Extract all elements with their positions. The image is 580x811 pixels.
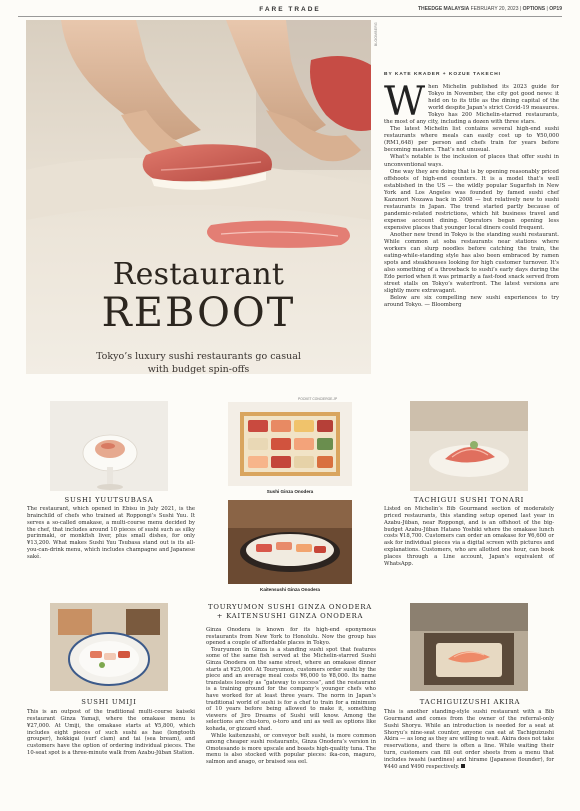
article-body (384, 79, 559, 310)
deck (26, 350, 371, 374)
header-separator: | (546, 6, 548, 12)
restaurant-body-akira (384, 709, 554, 771)
department-name: OPTIONS (522, 6, 546, 12)
body-paragraph: While kaitenzushi, or conveyor belt sushi, is more common among cheaper sushi restaurants, Ginza Onodera’s version in Omotesando is more upscale and boasts high-quality tuna. The menu is also stocked with popular pieces: ika-con, maguro, salmon and anago, or braised sea eel. (206, 732, 376, 765)
photo-yuutsubasa (50, 401, 168, 491)
page-number: OP19 (549, 6, 562, 12)
photo-umiji (50, 603, 168, 691)
publication-name: THEEDGE MALAYSIA (417, 6, 470, 12)
byline: BY KATE KRADER + KOZUE TAKECHI (384, 72, 502, 77)
article-paragraph: One way they are doing that is by opening reasonably priced offshoots of high-end counters. It is a model that’s well established in the US — the wildly popular Sugarfish in New York and Los Angeles was founded by famed sushi chef Kazunori Nozawa back in 2008 — but relatively new to sushi restaurants in Japan. The trend started partly because of pandemic-related restrictions, which hit business travel and expense account dining. Operators began opening less expensive places that younger local diners could frequent. (384, 168, 559, 231)
restaurant-body-touryumon (206, 627, 376, 765)
article-paragraph: The latest Michelin list contains several high-end sushi restaurants where meals can easily cost up to ¥50,000 (RM1,648) per person and chefs train for years before becoming masters. That’s not unusual. (384, 126, 559, 154)
hero-photo-credit: BLOOMBERG (374, 22, 378, 47)
photo-tonari (410, 401, 528, 491)
caption-kaitensushi: Kaitensushi Ginza Onodera (260, 587, 320, 592)
restaurant-title-touryumon (204, 603, 376, 621)
caption-sushi-ginza-onodera: Sushi Ginza Onodera (266, 489, 314, 494)
article-paragraph: Another new trend in Tokyo is the standing sushi restaurant. While common at soba restaurants near stations where workers can slurp noodles before catching the train, the eating-while-standing style has also been embraced by ramen spots and steakhouses looking for high customer turnover. It’s also something of a throwback to sushi’s early days during the Edo period when it was primarily a fast-food snack served from street stalls on Tokyo’s waterfront. The latest versions are slightly more extravagant. (384, 231, 559, 295)
deck-line-2: with budget spin-offs (147, 364, 250, 374)
photo-kaitensushi (228, 500, 352, 584)
photo-credit-pocket: POCKET CONCIERGE.JP (298, 397, 338, 401)
header-rule (18, 16, 562, 17)
hero-feature (26, 20, 371, 374)
headline-line-2: REBOOT (101, 290, 296, 336)
header-separator: | (519, 6, 522, 12)
article-paragraph: Below are six compelling new sushi experiences to try around Tokyo. — Bloomberg (384, 295, 559, 309)
restaurant-body-umiji: This is an outpost of the traditional multi-course kaiseki restaurant Ginza Yamaji, where the omakase menu is ¥27,000. At Umiji, the omakase starts at ¥5,800, which includes eight pieces of such sushi as hae (longtooth grouper), hokkigai (surf clam) and tai (sea bream), and customers have the option of ordering individual pieces. The 10-seat spot is a three-minute walk from Azabu-Jūban Station. (27, 709, 195, 757)
end-mark-icon (461, 764, 465, 768)
title-line-2: + KAITENSUSHI GINZA ONODERA (216, 612, 364, 620)
body-text: This is another standing-style sushi restaurant with a Bib Gourmand and comes from the owner of the referral-only Sushi Shoryu. While an introduction is needed for a seat at Shoryu’s nine-seat counter, anyone can eat at Tachiguizushi Akira — as long as they are willing to wait. Akira does not take reservations, and there is often a line. While waiting their turn, customers can fill out order sheets from a menu that includes iwashi (sardines) and hirame (Japanese flounder), for ¥440 and ¥490 respectively. (384, 709, 554, 770)
restaurant-title-tonari: TACHIGUI SUSHI TONARI (413, 496, 525, 504)
title-line-1: TOURYUMON SUSHI GINZA ONODERA (208, 603, 372, 611)
drop-cap: W (384, 79, 426, 125)
running-header (418, 6, 562, 12)
section-label: FARE TRADE (259, 6, 321, 13)
body-paragraph: Ginza Onodera is known for its high-end eponymous restaurants from New York to Honolulu. Now the group has opened a couple of affordable places in Tokyo. (206, 627, 376, 647)
restaurant-title-akira: TACHIGUIZUSHI AKIRA (419, 698, 521, 706)
article-paragraph: When Michelin published its 2023 guide for Tokyo in November, the city got good news: it held on to its title as the dining capital of the world despite Japan’s strict Covid-19 measures. Tokyo has 200 Michelin-starred restaurants, the most of any city, including a dozen with three stars. (384, 79, 559, 126)
deck-line-1: Tokyo’s luxury sushi restaurants go casual (96, 351, 301, 362)
restaurant-title-yuutsubasa: SUSHI YUUTSUBASA (64, 496, 154, 504)
restaurant-title-umiji: SUSHI UMIJI (81, 698, 137, 706)
photo-sushi-ginza-onodera (228, 402, 352, 486)
restaurant-body-yuutsubasa: The restaurant, which opened in Ebisu in July 2021, is the brainchild of chefs who trained at Roppongi’s Sushi Yuu. It serves a so-called omakase, a multi-course menu decided by the chef, that includes around 10 pieces of sushi such as silky purinmaki, or monkfish liver, plus small dishes, for only ¥13,200. What makes Sushi Yuu Tsubasa stand out is its all-you-can-drink menu, which includes champagne and Japanese saké. (27, 506, 195, 560)
issue-date: FEBRUARY 20, 2023 (470, 6, 519, 12)
body-paragraph: Touryumon in Ginza is a standing sushi spot that features some of the same fish served at the Michelin-starred Sushi Ginza Onodera on the same street, where an omakase dinner starts at ¥25,000. At Touryumon, customers order sushi by the piece and an average meal costs ¥6,000 to ¥8,000. Its name translates loosely as “gateway to success”, and the restaurant is a training ground for the company’s younger chefs who have worked for at least three years. The norm in Japan’s traditional world of sushi is for a chef to train for a minimum of 10 years before being allowed to make it, something viewers of Jiro Dreams of Sushi will know. Among the selections are chu-toro, o-toro and uni as well as options like kohada, or gizzard shad. (206, 646, 376, 732)
article-paragraph: What’s notable is the inclusion of places that offer sushi in unconventional ways. (384, 154, 559, 168)
restaurant-body-tonari: Listed on Michelin’s Bib Gourmand section of moderately priced restaurants, this standing setup opened last year in Azabu-Jūban, near Roppongi, and is an offshoot of the big-budget Azabu-Jūban Hatano Yoshiki where the omakase lunch costs ¥18,700. Customers can order an omakase for ¥6,600 or ask for individual pieces via a digital screen with pictures and explanations. Customers, who are allotted one hour, can book places through a Line account, Japan’s equivalent of WhatsApp. (384, 506, 554, 567)
headline-line-1: Restaurant (112, 257, 285, 292)
photo-akira (410, 603, 528, 691)
